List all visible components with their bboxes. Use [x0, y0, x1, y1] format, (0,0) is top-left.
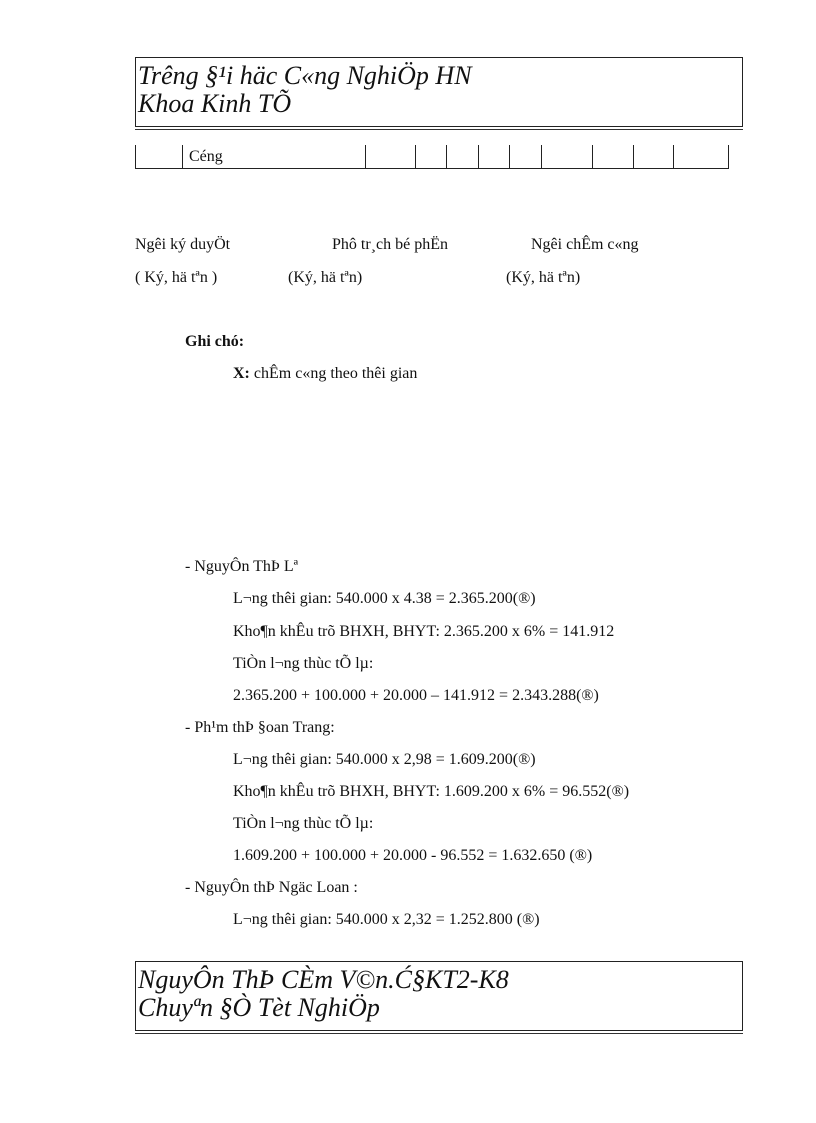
calc-line: TiÒn l¬ng thùc tÕ lµ:	[233, 655, 374, 672]
total-label: Céng	[189, 148, 223, 165]
calc-line: TiÒn l¬ng thùc tÕ lµ:	[233, 815, 374, 832]
school-name: Trêng §¹i häc C«ng NghiÖp HN	[138, 61, 472, 90]
thesis-title: Chuyªn §Ò Tèt NghiÖp	[138, 993, 380, 1022]
approver-sign-hint: ( Ký, hä tªn )	[135, 269, 218, 286]
author-name: NguyÔn ThÞ CÈm V©n.Ć§KT2-K8	[138, 965, 509, 994]
table-divider	[135, 145, 136, 168]
timekeeper-sign-hint: (Ký, hä tªn)	[506, 269, 581, 286]
table-divider	[509, 145, 510, 168]
calc-line: L¬ng thêi gian: 540.000 x 2,32 = 1.252.800 (®)	[233, 911, 540, 928]
note-title: Ghi chó:	[185, 333, 245, 350]
table-divider	[541, 145, 542, 168]
page-footer	[135, 961, 743, 1031]
note-key: X:	[233, 365, 250, 382]
employee-name: - Ph¹m thÞ §oan Trang:	[185, 719, 335, 736]
calc-line: Kho¶n khÊu trõ BHXH, BHYT: 2.365.200 x 6% = 141.912	[233, 623, 615, 640]
employee-name: - NguyÔn ThÞ Lª	[185, 558, 299, 575]
approver-title: Ngêi ký duyÖt	[135, 236, 231, 253]
table-divider	[365, 145, 366, 168]
note-text: chÊm c«ng theo thêi gian	[249, 365, 418, 382]
calc-line: 2.365.200 + 100.000 + 20.000 – 141.912 = 2.343.288(®)	[233, 687, 599, 704]
table-divider	[633, 145, 634, 168]
table-divider	[478, 145, 479, 168]
calc-line: 1.609.200 + 100.000 + 20.000 - 96.552 = 1.632.650 (®)	[233, 847, 593, 864]
calc-line: Kho¶n khÊu trõ BHXH, BHYT: 1.609.200 x 6% = 96.552(®)	[233, 783, 630, 800]
table-divider	[415, 145, 416, 168]
calc-line: L¬ng thêi gian: 540.000 x 4.38 = 2.365.200(®)	[233, 590, 536, 607]
table-divider	[592, 145, 593, 168]
timekeeper-title: Ngêi chÊm c«ng	[531, 236, 639, 253]
employee-name: - NguyÔn thÞ Ngäc Loan :	[185, 879, 358, 896]
table-total-row	[135, 145, 729, 169]
table-divider	[673, 145, 674, 168]
note-line	[233, 364, 417, 384]
section-head-title: Phô tr¸ch bé phËn	[332, 236, 448, 253]
table-divider	[728, 145, 729, 168]
section-head-sign-hint: (Ký, hä tªn)	[288, 269, 363, 286]
table-divider	[182, 145, 183, 168]
page-header	[135, 57, 743, 127]
faculty-name: Khoa Kinh TÕ	[138, 89, 292, 118]
calc-line: L¬ng thêi gian: 540.000 x 2,98 = 1.609.200(®)	[233, 751, 536, 768]
table-divider	[446, 145, 447, 168]
